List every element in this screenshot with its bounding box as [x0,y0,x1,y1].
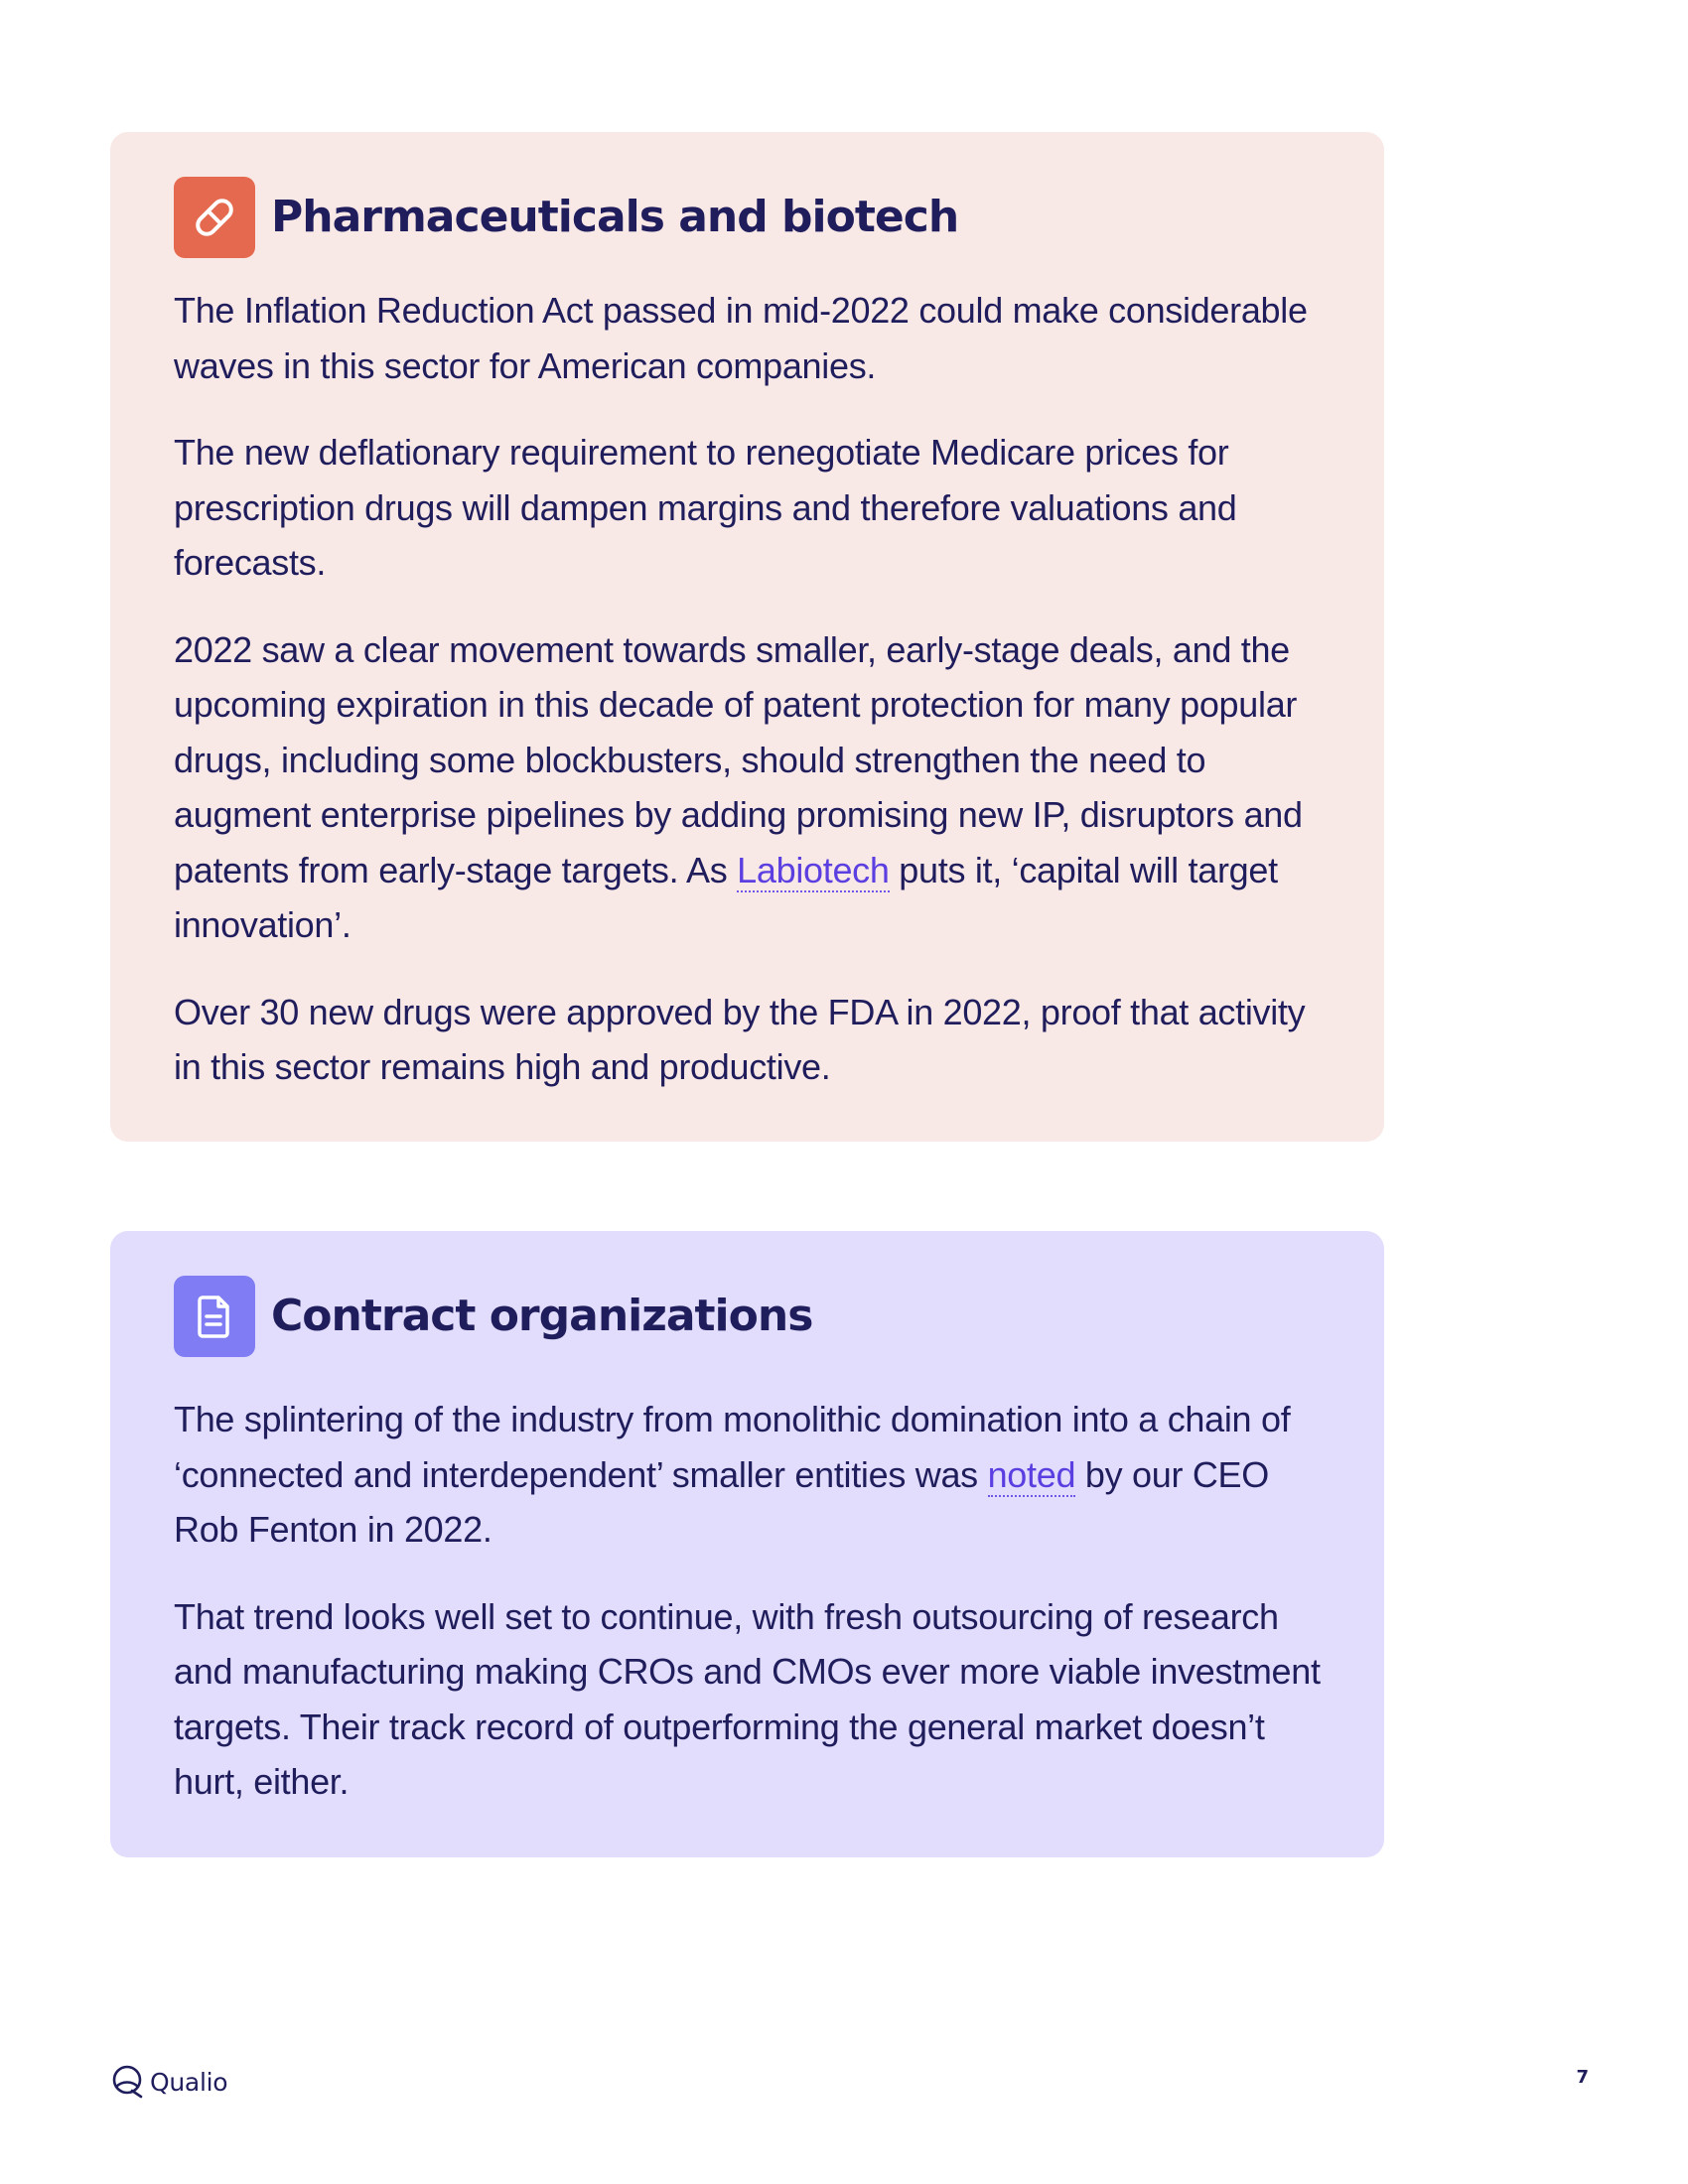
paragraph [174,622,1326,953]
footer-logo [110,2065,227,2099]
section-title: Contract organizations [271,1291,813,1341]
pharma-biotech-section [110,132,1384,1142]
paragraph: The new deflationary requirement to renegotiate Medicare prices for prescription drugs will dampen margins and therefore valuations and forecasts. [174,432,1237,583]
paragraph-text: puts it, ‘capital will target innovation’. [174,849,1278,945]
noted-link[interactable]: noted [987,1453,1076,1495]
section-body [174,283,1326,1127]
paragraph: The Inflation Reduction Act passed in mid-2022 could make considerable waves in this sector for American companies. [174,290,1308,386]
section-header [174,1276,812,1357]
paragraph [174,1392,1326,1558]
section-body [174,1392,1326,1842]
pill-icon [174,177,255,258]
paragraph-text: by our CEO Rob Fenton in 2022. [174,1453,1269,1550]
document-icon [174,1276,255,1357]
contract-organizations-section [110,1231,1384,1857]
paragraph: That trend looks well set to continue, with fresh outsourcing of research and manufacturing making CROs and CMOs ever more viable investment targets. Their track record of outperforming the general market doesn’t hurt, either. [174,1595,1321,1802]
section-title: Pharmaceuticals and biotech [271,192,959,242]
paragraph-text: 2022 saw a clear movement towards smaller, early-stage deals, and the upcoming expiration in this decade of patent protection for many popular drugs, including some blockbusters, should strengthen the need to augment enterprise pipelines by adding promising new IP, disruptors and patents from early-stage targets. As [174,628,1303,890]
labiotech-link[interactable]: Labiotech [737,849,890,890]
qualio-logo-icon [110,2065,144,2099]
section-header [174,177,958,258]
paragraph: Over 30 new drugs were approved by the FDA in 2022, proof that activity in this sector remains high and productive. [174,991,1306,1087]
page-number: 7 [1576,2067,1589,2088]
brand-name: Qualio [150,2067,228,2097]
paragraph-text: The splintering of the industry from monolithic domination into a chain of ‘connected and interdependent’ smaller entities was [174,1399,1291,1495]
